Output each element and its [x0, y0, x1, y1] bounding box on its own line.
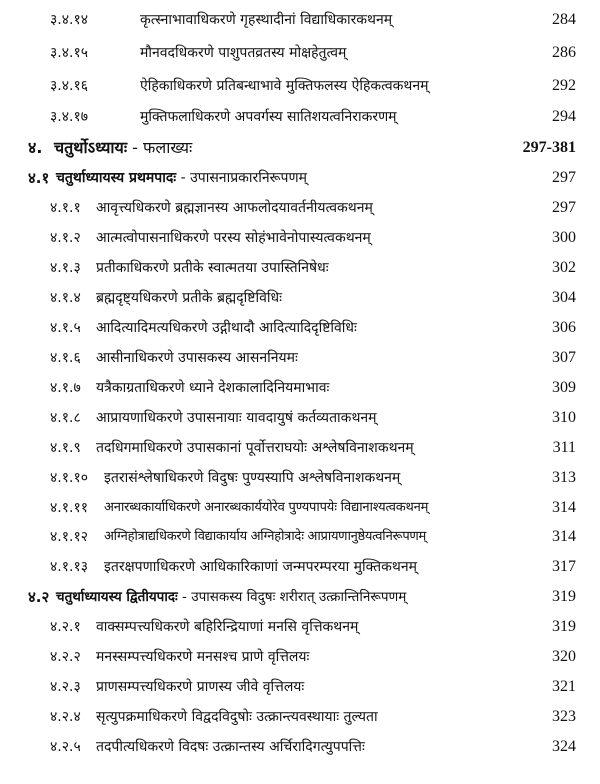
section-title: आवृत्त्यधिकरणे ब्रह्मज्ञानस्य आफलोदयावर्तनीयत्वकथनम् [96, 200, 373, 216]
toc-row [0, 464, 600, 492]
pada-number: ४.१ [28, 169, 50, 187]
toc-row [0, 404, 600, 432]
toc-row [0, 6, 600, 34]
section-number: ३.४.१४ [50, 12, 89, 28]
page-number: 319 [552, 618, 576, 635]
page-range: 297-381 [522, 139, 576, 156]
page-number: 286 [552, 44, 576, 61]
toc-row [0, 434, 600, 462]
page-number: 302 [552, 259, 576, 276]
section-title: सृत्युपक्रमाधिकरणे विद्वदविदुषोः उत्क्रान्त्यवस्थायाः तुल्यता [96, 709, 378, 725]
page-number: 297 [552, 169, 576, 186]
toc-row [0, 344, 600, 372]
section-title: कृत्स्नाभावाधिकरणे गृहस्थादीनां विद्याधिकारकथनम् [140, 12, 393, 28]
page-number: 313 [552, 469, 576, 486]
section-number: ४.२.३ [50, 679, 81, 695]
section-title: यत्रैकाग्रताधिकरणे ध्याने देशकालादिनियमाभावः [96, 380, 330, 396]
section-title: इतरक्षपणाधिकरणे आधिकारिकाणां जन्मपरम्परया मुक्तिकथनम् [104, 559, 418, 575]
page-number: 323 [552, 708, 576, 725]
toc-row [0, 523, 600, 551]
pada-title: चतुर्थाध्यायस्य द्वितीयपादः [56, 589, 178, 605]
toc-row [0, 39, 600, 67]
page-number: 314 [552, 528, 576, 545]
toc-row [0, 72, 600, 100]
section-number: ४.१.१२ [50, 529, 89, 545]
toc-row [0, 254, 600, 282]
section-number: ४.२.५ [50, 739, 81, 755]
section-number: ४.२.४ [50, 709, 81, 725]
page-number: 311 [552, 439, 576, 456]
toc-row [0, 314, 600, 342]
page-number: 317 [552, 558, 576, 575]
pada-subtitle: - उपासनाप्रकारनिरूपणम् [176, 170, 307, 186]
page-number: 321 [552, 678, 576, 695]
pada-heading [0, 164, 600, 192]
page-number: 320 [552, 648, 576, 665]
section-title: वाक्सम्पत्त्यधिकरणे बहिरिन्द्रियाणां मनसि वृत्तिकथनम् [96, 619, 359, 635]
section-title: प्रतीकाधिकरणे प्रतीके स्वात्मतया उपास्तिनिषेधः [96, 260, 329, 276]
page-number: 314 [552, 499, 576, 516]
page-number: 292 [552, 77, 576, 94]
page-number: 307 [552, 349, 576, 366]
pada-subtitle: - उपासकस्य विदुषः शरीरात् उत्क्रान्तिनिरूपणम् [177, 589, 407, 605]
toc-row [0, 643, 600, 671]
section-title: मुक्तिफलाधिकरणे अपवर्गस्य सातिशयत्वनिराकरणम् [140, 109, 397, 125]
section-number: ३.४.१६ [50, 78, 89, 94]
section-number: ४.१.७ [50, 380, 81, 396]
toc-row [0, 224, 600, 252]
section-title: आप्रायणाधिकरणे उपासनायाः यावदायुषं कर्तव्यताकथनम् [96, 410, 377, 426]
section-title: ऐहिकाधिकरणे प्रतिबन्धाभावे मुक्तिफलस्य ऐहिकत्वकथनम् [140, 78, 429, 94]
section-title: आदित्यादिमत्यधिकरणे उद्गीथादौ आदित्यादिदृष्टिविधिः [96, 320, 357, 336]
toc-row [0, 284, 600, 312]
toc-row [0, 733, 600, 761]
section-title: आसीनाधिकरणे उपासकस्य आसननियमः [96, 350, 298, 366]
section-title: आत्मत्वोपासनाधिकरणे परस्य सोहंभावेनोपास्यत्वकथनम् [96, 230, 371, 246]
section-number: ४.१.५ [50, 320, 81, 336]
page-number: 319 [552, 588, 576, 605]
section-title: ब्रह्मदृष्ट्यधिकरणे प्रतीके ब्रह्मदृष्टिविधिः [96, 290, 282, 306]
section-number: ४.१.८ [50, 410, 81, 426]
toc-row [0, 613, 600, 641]
section-number: ४.२.१ [50, 619, 81, 635]
pada-number: ४.२ [28, 588, 50, 606]
page-number: 310 [552, 409, 576, 426]
toc-row [0, 553, 600, 581]
chapter-subtitle: - फलाख्यः [127, 138, 193, 157]
page-number: 297 [552, 199, 576, 216]
toc-row [0, 103, 600, 131]
section-title: तदपीत्यधिकरणे विदषः उत्क्रान्तस्य अर्चिरादिगत्युपपत्तिः [96, 739, 365, 755]
page-number: 304 [552, 289, 576, 306]
page-number: 284 [552, 11, 576, 28]
toc-row [0, 374, 600, 402]
section-number: ४.१.६ [50, 350, 81, 366]
section-title: तदधिगमाधिकरणे उपासकानां पूर्वोत्तराघयोः अश्लेषविनाशकथनम् [96, 440, 414, 456]
section-title: मौनवदधिकरणे पाशुपतव्रतस्य मोक्षहेतुत्वम् [140, 45, 347, 61]
section-number: ४.२.२ [50, 649, 81, 665]
section-title: अनारब्धकार्याधिकरणे अनारब्धकार्ययोरेव पुण्यपापयेः विद्यानाश्यत्वकथनम् [104, 500, 429, 515]
section-number: ३.४.१७ [50, 109, 89, 125]
chapter-heading [0, 134, 600, 162]
page-number: 294 [552, 108, 576, 125]
section-title: मनस्सम्पत्त्यधिकरणे मनसश्च प्राणे वृत्तिलयः [96, 649, 310, 665]
section-title: अग्निहोत्राद्यधिकरणे विद्याकार्याय अग्निहोत्रादेः आप्रायणानुष्ठेयत्वनिरूपणम् [104, 529, 426, 544]
section-number: ३.४.१५ [50, 45, 89, 61]
section-title: इतरासंश्लेषाधिकरणे विदुषः पुण्यस्यापि अश्लेषविनाशकथनम् [104, 470, 401, 486]
page-number: 306 [552, 319, 576, 336]
chapter-number: ४. [28, 138, 43, 157]
toc-row [0, 194, 600, 222]
section-number: ४.१.१ [50, 200, 81, 216]
toc-row [0, 673, 600, 701]
section-number: ४.१.१० [50, 470, 89, 486]
section-title: प्राणसम्पत्त्यधिकरणे प्राणस्य जीवे वृत्तिलयः [96, 679, 305, 695]
toc-row [0, 494, 600, 522]
pada-title: चतुर्थाध्यायस्य प्रथमपादः [56, 170, 177, 186]
section-number: ४.१.११ [50, 500, 89, 516]
page-number: 309 [552, 379, 576, 396]
page-number: 300 [552, 229, 576, 246]
pada-heading [0, 583, 600, 611]
section-number: ४.१.१३ [50, 559, 89, 575]
section-number: ४.१.४ [50, 290, 81, 306]
toc-row [0, 703, 600, 731]
chapter-title: चतुर्थोऽध्यायः [54, 138, 128, 157]
section-number: ४.१.२ [50, 230, 81, 246]
section-number: ४.१.३ [50, 260, 81, 276]
section-number: ४.१.९ [50, 440, 81, 456]
page-number: 324 [552, 738, 576, 755]
